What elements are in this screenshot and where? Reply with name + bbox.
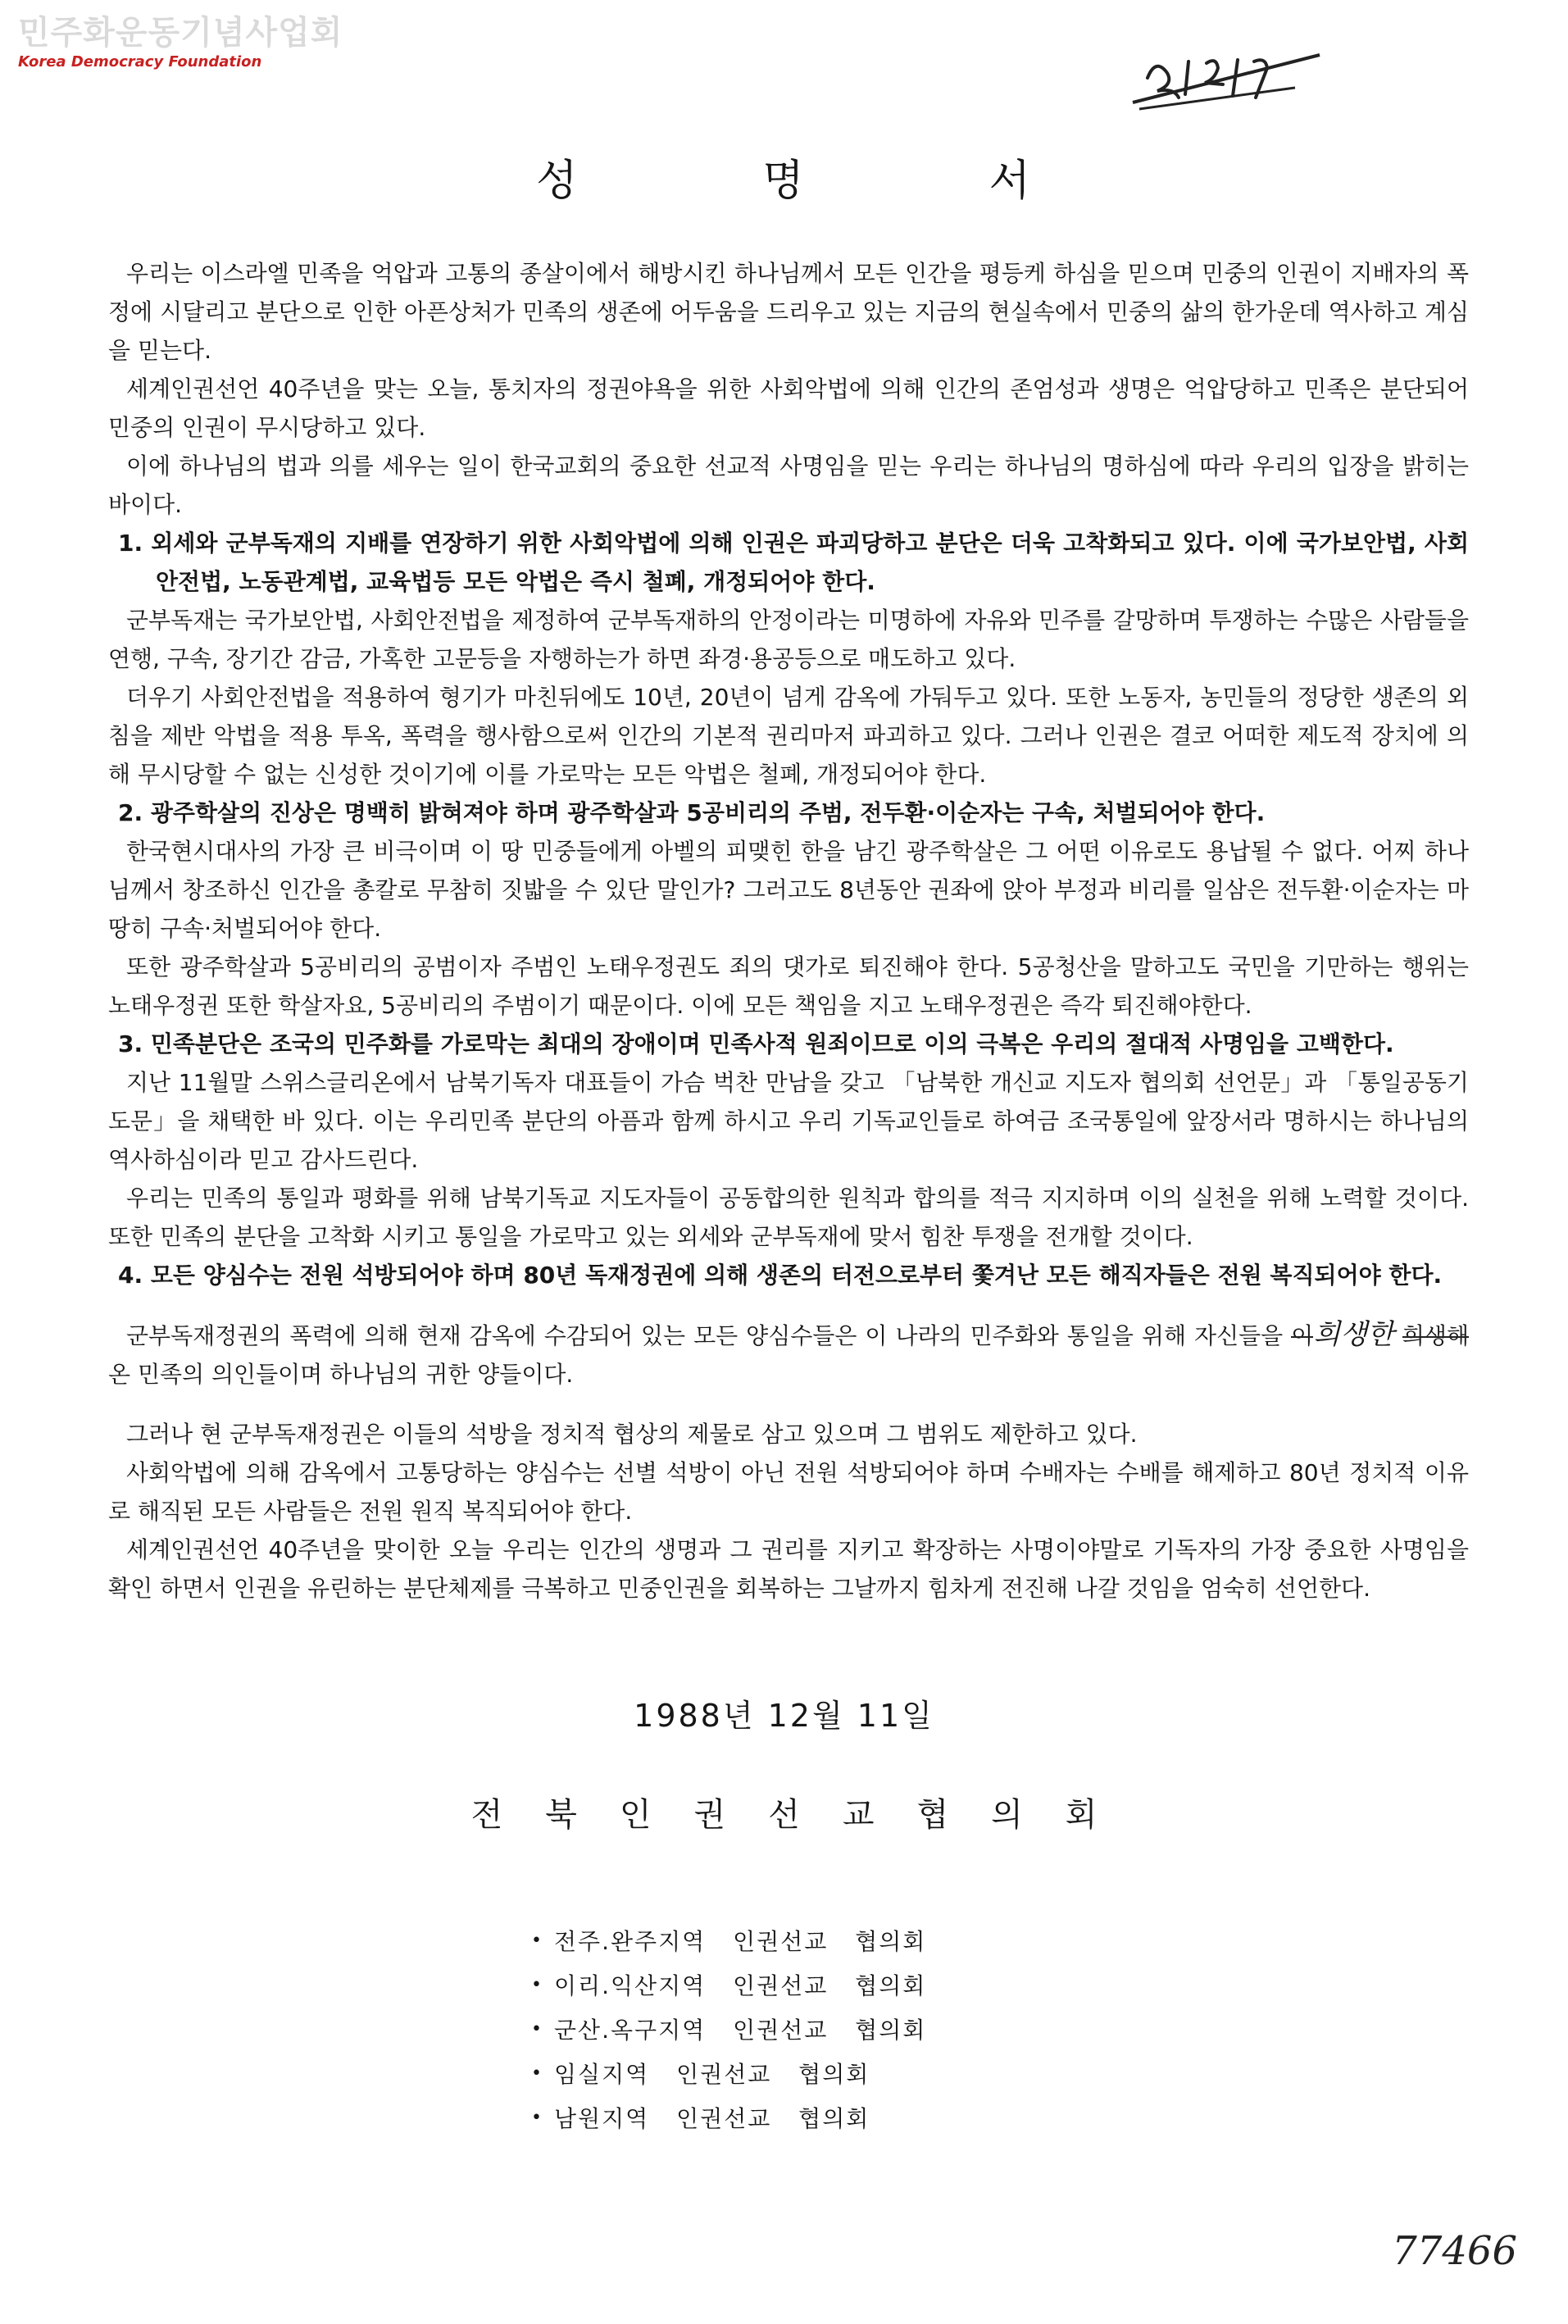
org-char: 전 xyxy=(470,1796,503,1834)
org-char: 권 xyxy=(693,1796,726,1834)
demand-heading: 2. 광주학살의 진상은 명백히 밝혀져야 하며 광주학살과 5공비리의 주범, 전두환·이순자는 구속, 처벌되어야 한다. xyxy=(118,799,1266,826)
paragraph: 세계인권선언 40주년을 맞는 오늘, 통치자의 정권야욕을 위한 사회악법에 의해 인간의 존엄성과 생명은 억압당하고 민족은 분단되어 민중의 인권이 무시당하고 있다. xyxy=(108,375,1469,441)
title-char: 성 xyxy=(536,157,579,206)
org-char: 의 xyxy=(991,1796,1023,1834)
paragraph: 세계인권선언 40주년을 맞이한 오늘 우리는 인간의 생명과 그 권리를 지키고 확장하는 사명이야말로 기독자의 가장 중요한 사명임을 확인 하면서 인권을 유린하는 분단체제를 극복하고 민중인권을 회복하는 그날까지 힘차게 전진해 나갈 것임을 엄숙히 선언한다. xyxy=(108,1536,1469,1602)
document-date: 1988년 12월 11일 xyxy=(634,1698,934,1734)
struck-word: 이 xyxy=(1291,1322,1314,1349)
org-char: 인 xyxy=(619,1796,652,1834)
bullet-icon: • xyxy=(531,1974,542,1995)
paragraph: 또한 광주학살과 5공비리의 공범이자 주범인 노태우정권도 죄의 댓가로 퇴진해야 한다. 5공청산을 말하고도 국민을 기만하는 행위는 노태우정권 또한 학살자요, 5공비리의 주범이기 때문이다. 이에 모든 책임을 지고 노태우정권은 즉각 퇴진해야한다. xyxy=(108,953,1469,1019)
bullet-icon: • xyxy=(531,2107,542,2128)
bullet-icon: • xyxy=(531,2062,542,2084)
paragraph: 우리는 민족의 통일과 평화를 위해 남북기독교 지도자들이 공동합의한 원칙과 합의를 적극 지지하며 이의 실천을 위해 노력할 것이다. 또한 민족의 분단을 고착화 시키고 통일을 가로막고 있는 외세와 군부독재에 맞서 힘찬 투쟁을 전개할 것이다. xyxy=(108,1185,1469,1250)
member-council: 이리.익산지역 인권선교 협의회 xyxy=(554,1972,927,1999)
member-councils-list xyxy=(531,1918,926,2140)
list-item xyxy=(531,2095,926,2140)
org-char: 회 xyxy=(1065,1796,1098,1834)
document-title xyxy=(0,146,1568,207)
member-council: 전주.완주지역 인권선교 협의회 xyxy=(554,1928,927,1955)
watermark-english: Korea Democracy Foundation xyxy=(18,53,262,70)
org-char: 선 xyxy=(768,1796,800,1834)
member-council: 남원지역 인권선교 협의회 xyxy=(554,2105,870,2132)
paragraph: 지난 11월말 스위스글리온에서 남북기독자 대표들이 가슴 벅찬 만남을 갖고 「남북한 개신교 지도자 협의회 선언문」과 「통일공동기도문」을 채택한 바 있다. 이는 우리민족 분단의 아픔과 함께 하시고 우리 기독교인들로 하여금 조국통일에 앞장서라 명하시는 하나님의 역사하심이라 믿고 감사드린다. xyxy=(108,1069,1469,1173)
bullet-icon: • xyxy=(531,2018,542,2040)
title-char: 명 xyxy=(762,157,806,206)
paragraph: 군부독재는 국가보안법, 사회안전법을 제정하여 군부독재하의 안정이라는 미명하에 자유와 민주를 갈망하며 투쟁하는 수많은 사람들을 연행, 구속, 장기간 감금, 가혹한 고문등을 자행하는가 하면 좌경·용공등으로 매도하고 있다. xyxy=(108,607,1469,672)
title-char: 서 xyxy=(989,157,1032,206)
list-item xyxy=(531,1918,926,1962)
struck-word: 희생해 xyxy=(1402,1322,1469,1349)
member-council: 임실지역 인권선교 협의회 xyxy=(554,2061,870,2088)
statement-body xyxy=(108,254,1469,1608)
bullet-icon: • xyxy=(531,1930,542,1951)
demand-heading: 3. 민족분단은 조국의 민주화를 가로막는 최대의 장애이며 민족사적 원죄이므로 이의 극복은 우리의 절대적 사명임을 고백한다. xyxy=(118,1030,1394,1057)
demand-heading: 1. 외세와 군부독재의 지배를 연장하기 위한 사회악법에 의해 인권은 파괴당하고 분단은 더욱 고착화되고 있다. 이에 국가보안법, 사회안전법, 노동관계법, 교육법등 모든 악법은 즉시 철폐, 개정되어야 한다. xyxy=(118,530,1469,595)
demand-heading: 4. 모든 양심수는 전원 석방되어야 하며 80년 독재정권에 의해 생존의 터전으로부터 쫓겨난 모든 해직자들은 전원 복직되어야 한다. xyxy=(118,1262,1443,1289)
paragraph: 이에 하나님의 법과 의를 세우는 일이 한국교회의 중요한 선교적 사명임을 믿는 우리는 하나님의 명하심에 따라 우리의 입장을 밝히는 바이다. xyxy=(108,453,1469,518)
member-council: 군산.옥구지역 인권선교 협의회 xyxy=(554,2017,927,2044)
paragraph: 사회악법에 의해 감옥에서 고통당하는 양심수는 선별 석방이 아닌 전원 석방되어야 하며 수배자는 수배를 해제하고 80년 정치적 이유로 해직된 모든 사람들은 전원 원직 복직되어야 한다. xyxy=(108,1459,1469,1525)
paragraph: 한국현시대사의 가장 큰 비극이며 이 땅 민중들에게 아벨의 피맺힌 한을 남긴 광주학살은 그 어떤 이유로도 용납될 수 없다. 어찌 하나님께서 창조하신 인간을 총칼로 무참히 짓밟을 수 있단 말인가? 그러고도 8년동안 권좌에 앉아 부정과 비리를 일삼은 전두환·이순자는 마땅히 구속·처벌되어야 한다. xyxy=(108,838,1469,942)
list-item xyxy=(531,2007,926,2051)
watermark xyxy=(18,13,343,70)
handwritten-archive-number xyxy=(1131,45,1328,119)
org-char: 교 xyxy=(842,1796,875,1834)
org-char: 북 xyxy=(545,1796,577,1834)
list-item xyxy=(531,2051,926,2095)
org-char: 협 xyxy=(916,1796,949,1834)
handwritten-insert: 희생한 xyxy=(1313,1318,1394,1351)
watermark-korean: 민주화운동기념사업회 xyxy=(18,14,343,52)
conscience-text: 온 민족의 의인들이며 하나님의 귀한 양들이다. xyxy=(108,1361,574,1388)
conscience-text: 군부독재정권의 폭력에 의해 현재 감옥에 수감되어 있는 모든 양심수들은 이 나라의 민주화와 통일을 위해 자신들을 xyxy=(126,1322,1284,1349)
list-item xyxy=(531,1962,926,2007)
organization-name xyxy=(0,1789,1568,1835)
conscience-paragraph xyxy=(108,1316,1469,1394)
paragraph: 우리는 이스라엘 민족을 억압과 고통의 종살이에서 해방시킨 하나님께서 모든 인간을 평등케 하심을 믿으며 민중의 인권이 지배자의 폭정에 시달리고 분단으로 인한 아픈상처가 민족의 생존에 어두움을 드리우고 있는 지금의 현실속에서 민중의 삶의 한가운데 역사하고 계심을 믿는다. xyxy=(108,260,1469,364)
paragraph: 더우기 사회안전법을 적용하여 형기가 마친뒤에도 10년, 20년이 넘게 감옥에 가둬두고 있다. 또한 노동자, 농민들의 정당한 생존의 외침을 제반 악법을 적용 투옥, 폭력을 행사함으로써 인간의 기본적 권리마저 파괴하고 있다. 그러나 인권은 결코 어떠한 제도적 장치에 의해 무시당할 수 없는 신성한 것이기에 이를 가로막는 모든 악법은 철폐, 개정되어야 한다. xyxy=(108,684,1469,788)
paragraph: 그러나 현 군부독재정권은 이들의 석방을 정치적 협상의 제물로 삼고 있으며 그 범위도 제한하고 있다. xyxy=(126,1421,1138,1448)
handwritten-page-number: 77466 xyxy=(1392,2228,1517,2274)
